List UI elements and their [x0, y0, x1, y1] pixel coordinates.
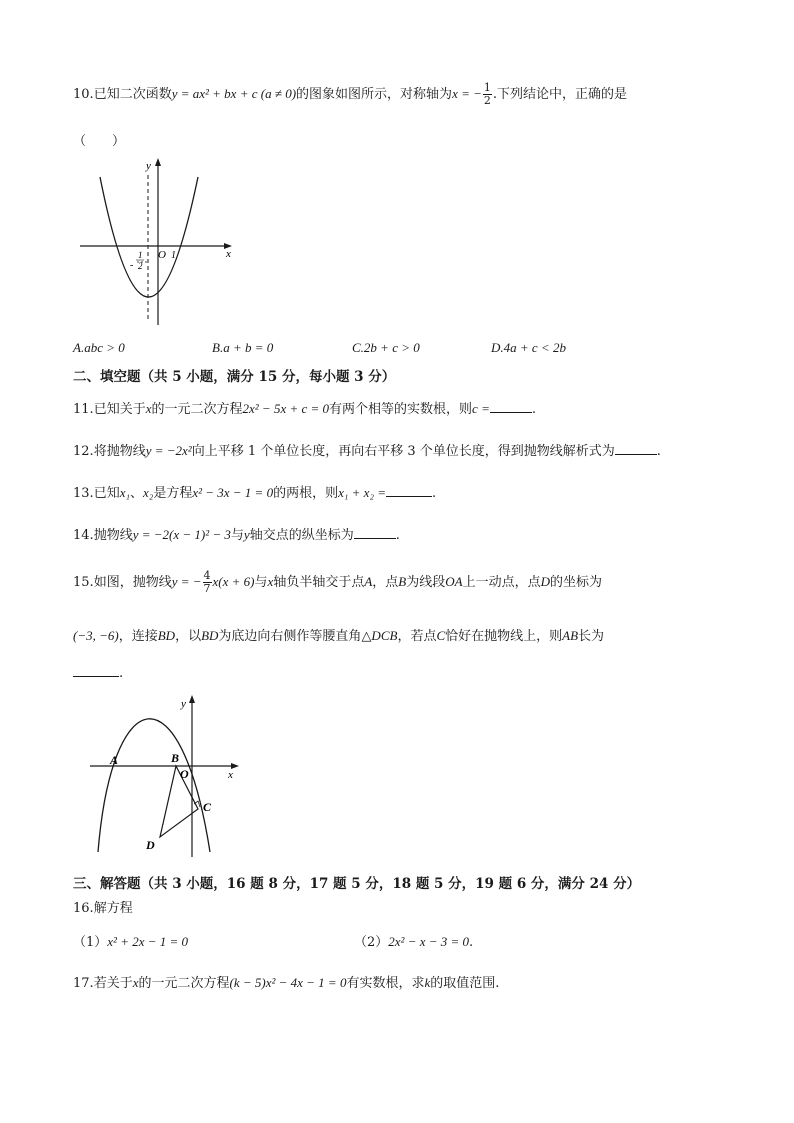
q17-stem: 17.若关于x的一元二次方程(k − 5)x² − 4x − 1 = 0有实数根，求k的取值范围. [73, 975, 500, 991]
q10-option-c: C.2b + c > 0 [352, 340, 420, 355]
q10-equation: y = ax² + bx + c (a ≠ 0) [171, 86, 297, 101]
q11-answer-blank[interactable] [490, 400, 532, 413]
q10-neg-sign: - [130, 260, 134, 271]
q15-label-b: B [171, 751, 180, 765]
q12-stem: 12.将抛物线y = −2x²向上平移 1 个单位长度，再向右平移 3 个单位长度，得到抛物线解析式为 . [73, 443, 661, 459]
q10-option-d: D.4a + c < 2b [491, 340, 566, 355]
q15-stem-line2: (−3, −6)，连接BD，以BD为底边向右侧作等腰直角△DCB，若点C恰好在抛物线上，则AB长为 [73, 628, 605, 644]
section2-heading: 二、填空题（共 5 小题，满分 15 分，每小题 3 分） [73, 369, 396, 385]
q14-stem: 14.抛物线y = −2(x − 1)² − 3与y轴交点的纵坐标为 . [73, 527, 400, 543]
q15-label-x: x [228, 769, 233, 781]
q13-answer-blank[interactable] [386, 484, 432, 497]
q10-y-label: y [146, 160, 151, 172]
q10-one-label: 1 [171, 250, 176, 261]
q15-fraction: $\frac{4}{7}$ [203, 569, 211, 595]
q10-axis-fraction: $\frac{1}{2}$ [483, 81, 491, 107]
q14-answer-blank[interactable] [354, 526, 396, 539]
q10-half-num: 1 [138, 250, 143, 260]
q10-option-a: A.abc > 0 [73, 340, 125, 355]
q15-answer-blank[interactable] [73, 664, 119, 677]
q10-x-label: x [226, 248, 231, 260]
q10-option-b: B.a + b = 0 [212, 340, 274, 355]
q10-answer-paren: （ ） [73, 134, 126, 149]
q15-stem-line1: 15.如图，抛物线y = − $\frac{4}{7}$ x(x + 6)与x轴负半轴交于点A，点B为线段OA上一动点，点D的坐标为 [73, 569, 603, 595]
q15-label-c: C [203, 800, 212, 814]
q15-label-d: D [146, 838, 155, 852]
q15-answer-line: . [73, 664, 123, 681]
q12-answer-blank[interactable] [615, 442, 657, 455]
q16-part2: （2）2x² − x − 3 = 0. [354, 934, 474, 950]
q10-stem: 10.已知二次函数y = ax² + bx + c (a ≠ 0)的图象如图所示，对称轴为x = − $\frac{1}{2}$ .下列结论中，正确的是 [73, 81, 628, 107]
q10-parabola-graph [78, 155, 238, 330]
q15-label-o: O [180, 767, 189, 781]
q10-half-den: 2 [138, 261, 143, 271]
q11-stem: 11.已知关于x的一元二次方程2x² − 5x + c = 0有两个相等的实数根，则c = . [73, 401, 536, 417]
q13-stem: 13.已知x₁、x₂是方程x² − 3x − 1 = 0的两根，则x₁ + x₂ = . [73, 485, 437, 501]
q15-label-y: y [181, 698, 186, 710]
q15-parabola-graph [88, 692, 248, 862]
section3-heading: 三、解答题（共 3 小题，16 题 8 分，17 题 5 分，18 题 5 分，19 题 6 分，满分 24 分） [73, 876, 641, 892]
q16-stem: 16.解方程 [73, 901, 133, 916]
q16-part1: （1）x² + 2x − 1 = 0 [73, 934, 189, 950]
q10-origin-label: O [158, 249, 166, 261]
q15-label-a: A [110, 753, 119, 767]
